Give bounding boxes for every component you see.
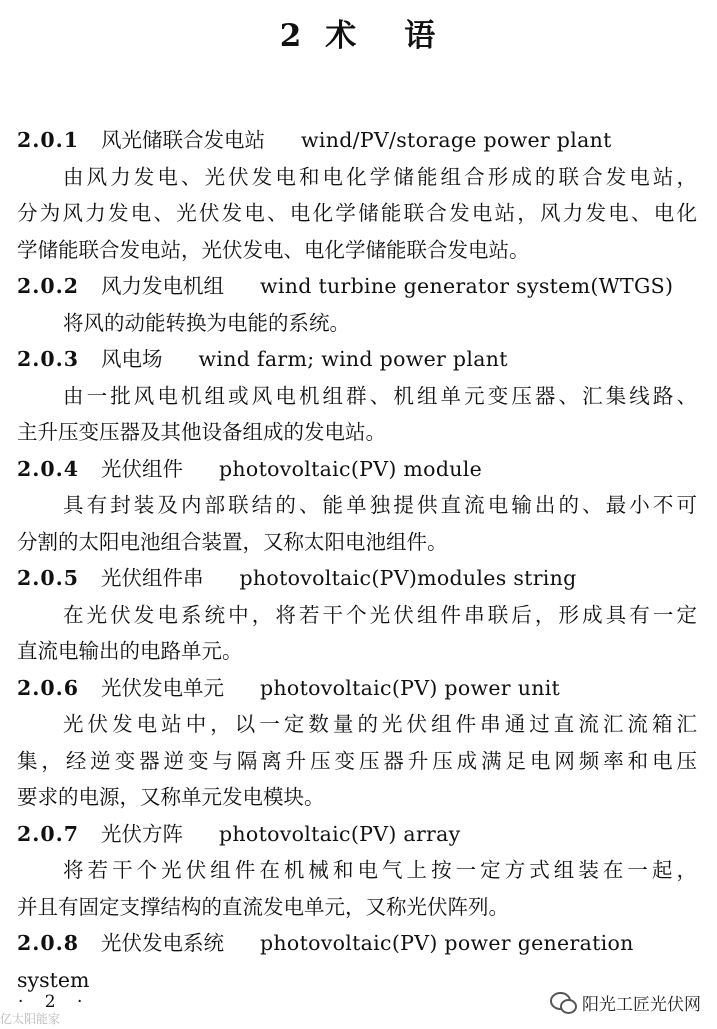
term-chinese: 风光储联合发电站 — [101, 128, 265, 152]
term-chinese: 光伏发电单元 — [101, 675, 224, 700]
definition-line: 由一批风电机组或风电机组群、机组单元变压器、汇集线路、 — [63, 383, 697, 408]
definition-line: 主升压变压器及其他设备组成的发电站。 — [17, 420, 386, 444]
definition-line: 要求的电源，又称单元发电模块。 — [17, 785, 325, 809]
term-chinese: 风力发电机组 — [101, 274, 224, 298]
term-english: wind farm; wind power plant — [198, 347, 508, 371]
term-english: wind turbine generator system(WTGS) — [260, 274, 674, 298]
term-chinese: 风电场 — [101, 347, 163, 371]
definition-line: 将风的动能转换为电能的系统。 — [63, 310, 350, 335]
watermark-left: 亿太阳能家 — [0, 1012, 61, 1026]
term-english: photovoltaic(PV) module — [219, 456, 483, 481]
term-english: wind/PV/storage power plant — [301, 128, 612, 152]
term-number: 2.0.4 — [17, 456, 80, 481]
section-title-word-2: 语 — [404, 18, 438, 54]
term-heading — [17, 670, 697, 707]
term-definition — [17, 597, 697, 670]
term-english: photovoltaic(PV) power generation — [260, 931, 634, 955]
definition-line: 分为风力发电、光伏发电、电化学储能联合发电站，风力发电、电化 — [17, 201, 697, 225]
term-definition — [17, 305, 697, 342]
term-number: 2.0.7 — [17, 821, 80, 846]
definition-line: 学储能联合发电站，光伏发电、电化学储能联合发电站。 — [17, 237, 530, 262]
definition-line: 并且有固定支撑结构的直流发电单元，又称光伏阵列。 — [17, 894, 509, 919]
term-number: 2.0.2 — [17, 274, 80, 298]
term-heading — [17, 925, 697, 962]
term-definition — [17, 378, 697, 451]
term-chinese: 光伏发电系统 — [101, 931, 224, 955]
term-heading — [17, 560, 697, 597]
term-english-continuation: system — [17, 967, 90, 992]
wechat-icon — [550, 992, 576, 1014]
watermark-right-label: 阳光工匠光伏网 — [582, 995, 701, 1015]
definition-line: 具有封装及内部联结的、能单独提供直流电输出的、最小不可 — [63, 493, 697, 517]
term-english: photovoltaic(PV) power unit — [260, 675, 561, 700]
term-definition — [17, 852, 697, 925]
section-number: 2 — [279, 18, 304, 54]
term-english: photovoltaic(PV)modules string — [239, 566, 577, 590]
term-chinese: 光伏组件 — [101, 456, 183, 481]
term-english: photovoltaic(PV) array — [219, 821, 461, 846]
term-definition — [17, 706, 697, 816]
term-chinese: 光伏组件串 — [101, 566, 204, 590]
definition-line: 光伏发电站中，以一定数量的光伏组件串通过直流汇流箱汇 — [63, 712, 697, 736]
term-heading — [17, 341, 697, 378]
term-number: 2.0.6 — [17, 675, 80, 700]
definition-line: 直流电输出的电路单元。 — [17, 639, 243, 663]
definition-line: 由风力发电、光伏发电和电化学储能组合形成的联合发电站， — [63, 164, 697, 189]
section-title — [0, 10, 717, 55]
term-definition — [17, 159, 697, 269]
term-heading — [17, 122, 697, 159]
definition-line: 分割的太阳电池组合装置，又称太阳电池组件。 — [17, 529, 448, 554]
term-number: 2.0.3 — [17, 347, 80, 371]
term-heading — [17, 268, 697, 305]
term-list — [17, 122, 697, 998]
page-number: · 2 · — [18, 992, 91, 1012]
definition-line: 在光伏发电系统中，将若干个光伏组件串联后，形成具有一定 — [63, 602, 697, 627]
term-number: 2.0.8 — [17, 931, 80, 955]
definition-line: 将若干个光伏组件在机械和电气上按一定方式组装在一起， — [63, 858, 697, 882]
term-number: 2.0.5 — [17, 566, 80, 590]
definition-line: 集，经逆变器逆变与隔离升压变压器升压成满足电网频率和电压 — [17, 748, 697, 773]
term-heading — [17, 451, 697, 488]
term-chinese: 光伏方阵 — [101, 821, 183, 846]
section-title-word-1: 术 — [325, 18, 359, 54]
watermark-right — [550, 990, 701, 1015]
term-number: 2.0.1 — [17, 128, 80, 152]
term-heading — [17, 816, 697, 853]
term-definition — [17, 487, 697, 560]
